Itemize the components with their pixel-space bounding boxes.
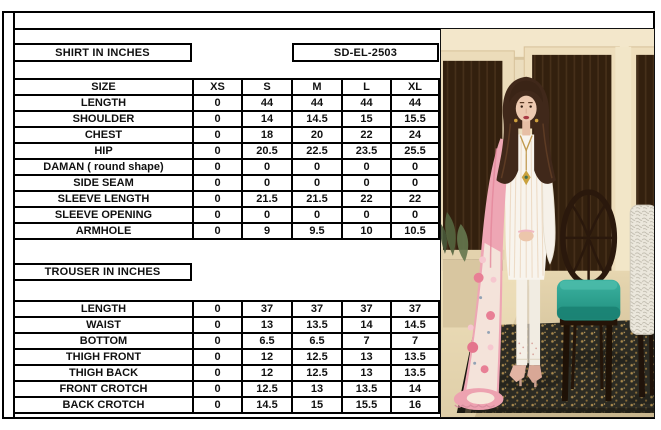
row-label: SIDE SEAM — [14, 175, 193, 191]
product-photo-illustration — [441, 29, 654, 417]
cell: 0 — [242, 159, 292, 175]
cell: 0 — [193, 333, 242, 349]
cell: 37 — [292, 301, 342, 317]
row-label: BOTTOM — [14, 333, 193, 349]
table-row-trouser-length — [14, 301, 439, 317]
cell: 0 — [193, 207, 242, 223]
shirt-size-table — [13, 78, 440, 240]
col-header-l: L — [342, 79, 391, 95]
table-row-sleeve-opening — [14, 207, 439, 223]
cell: 13 — [242, 317, 292, 333]
row-label: BACK CROTCH — [14, 397, 193, 413]
cell: 0 — [391, 207, 439, 223]
row-label: LENGTH — [14, 301, 193, 317]
cell: 0 — [391, 159, 439, 175]
cell: 13 — [342, 349, 391, 365]
table-row-side-seam — [14, 175, 439, 191]
col-header-size: SIZE — [14, 79, 193, 95]
row-label: THIGH FRONT — [14, 349, 193, 365]
col-header-xs: XS — [193, 79, 242, 95]
cell: 44 — [391, 95, 439, 111]
cell: 15.5 — [391, 111, 439, 127]
cell: 0 — [193, 127, 242, 143]
cell: 0 — [342, 175, 391, 191]
cell: 15 — [292, 397, 342, 413]
row-label: DAMAN ( round shape) — [14, 159, 193, 175]
table-row-sleeve-length — [14, 191, 439, 207]
cell: 0 — [342, 207, 391, 223]
cell: 13.5 — [391, 349, 439, 365]
shirt-title-box: SHIRT IN INCHES — [13, 43, 192, 62]
cell: 0 — [193, 111, 242, 127]
cell: 0 — [193, 191, 242, 207]
cell: 0 — [193, 381, 242, 397]
cell: 13 — [292, 381, 342, 397]
cell: 14 — [342, 317, 391, 333]
cell: 0 — [193, 365, 242, 381]
row-label: SHOULDER — [14, 111, 193, 127]
cell: 12 — [242, 365, 292, 381]
cell: 0 — [342, 159, 391, 175]
cell: 22 — [342, 127, 391, 143]
cell: 13.5 — [292, 317, 342, 333]
row-label: WAIST — [14, 317, 193, 333]
cell: 44 — [292, 95, 342, 111]
cell: 24 — [391, 127, 439, 143]
cell: 12.5 — [292, 365, 342, 381]
table-row-waist — [14, 317, 439, 333]
cell: 23.5 — [342, 143, 391, 159]
table-row-daman — [14, 159, 439, 175]
table-row-back-crotch — [14, 397, 439, 413]
cell: 0 — [193, 143, 242, 159]
trouser-size-table — [13, 300, 440, 414]
row-label: FRONT CROTCH — [14, 381, 193, 397]
cell: 15 — [342, 111, 391, 127]
cell: 14.5 — [391, 317, 439, 333]
cell: 16 — [391, 397, 439, 413]
cell: 25.5 — [391, 143, 439, 159]
cell: 9.5 — [292, 223, 342, 239]
table-row-thigh-back — [14, 365, 439, 381]
cell: 0 — [193, 349, 242, 365]
cell: 21.5 — [242, 191, 292, 207]
cell: 13.5 — [342, 381, 391, 397]
row-label: CHEST — [14, 127, 193, 143]
model-trousers — [516, 278, 540, 366]
col-header-m: M — [292, 79, 342, 95]
row-label: LENGTH — [14, 95, 193, 111]
product-photo — [440, 28, 655, 418]
cell: 0 — [242, 175, 292, 191]
cell: 37 — [391, 301, 439, 317]
cell: 0 — [242, 207, 292, 223]
row-label: SLEEVE OPENING — [14, 207, 193, 223]
cell: 20 — [292, 127, 342, 143]
table-row-armhole — [14, 223, 439, 239]
cell: 37 — [342, 301, 391, 317]
cell: 0 — [292, 159, 342, 175]
col-header-s: S — [242, 79, 292, 95]
cell: 20.5 — [242, 143, 292, 159]
table-row-bottom — [14, 333, 439, 349]
cell: 0 — [292, 207, 342, 223]
cell: 0 — [193, 397, 242, 413]
cell: 22.5 — [292, 143, 342, 159]
cell: 0 — [193, 159, 242, 175]
cell: 0 — [391, 175, 439, 191]
product-code-box: SD-EL-2503 — [292, 43, 439, 62]
cell: 18 — [242, 127, 292, 143]
cell: 9 — [242, 223, 292, 239]
cell: 14.5 — [292, 111, 342, 127]
cell: 0 — [292, 175, 342, 191]
cell: 12.5 — [242, 381, 292, 397]
cell: 13.5 — [391, 365, 439, 381]
cell: 0 — [193, 223, 242, 239]
cell: 6.5 — [292, 333, 342, 349]
cell: 10.5 — [391, 223, 439, 239]
cell: 12 — [242, 349, 292, 365]
cell: 14.5 — [242, 397, 292, 413]
table-row-front-crotch — [14, 381, 439, 397]
cell: 22 — [391, 191, 439, 207]
table-row-shoulder — [14, 111, 439, 127]
row-label: SLEEVE LENGTH — [14, 191, 193, 207]
cell: 44 — [342, 95, 391, 111]
trouser-title-box: TROUSER IN INCHES — [13, 263, 192, 281]
row-label: THIGH BACK — [14, 365, 193, 381]
earring-icon — [535, 119, 539, 123]
row-label: ARMHOLE — [14, 223, 193, 239]
cell: 0 — [193, 95, 242, 111]
cell: 10 — [342, 223, 391, 239]
cell: 22 — [342, 191, 391, 207]
cell: 14 — [391, 381, 439, 397]
col-header-xl: XL — [391, 79, 439, 95]
cell: 6.5 — [242, 333, 292, 349]
cell: 0 — [193, 317, 242, 333]
earring-icon — [514, 119, 518, 123]
table-row-length — [14, 95, 439, 111]
cell: 21.5 — [292, 191, 342, 207]
cell: 13 — [342, 365, 391, 381]
shirt-header-row — [14, 79, 439, 95]
cell: 15.5 — [342, 397, 391, 413]
cell: 0 — [193, 301, 242, 317]
table-row-thigh-front — [14, 349, 439, 365]
cell: 44 — [242, 95, 292, 111]
table-row-chest — [14, 127, 439, 143]
cell: 7 — [342, 333, 391, 349]
cell: 37 — [242, 301, 292, 317]
cell: 7 — [391, 333, 439, 349]
cell: 12.5 — [292, 349, 342, 365]
cell: 0 — [193, 175, 242, 191]
table-row-hip — [14, 143, 439, 159]
cell: 14 — [242, 111, 292, 127]
row-label: HIP — [14, 143, 193, 159]
